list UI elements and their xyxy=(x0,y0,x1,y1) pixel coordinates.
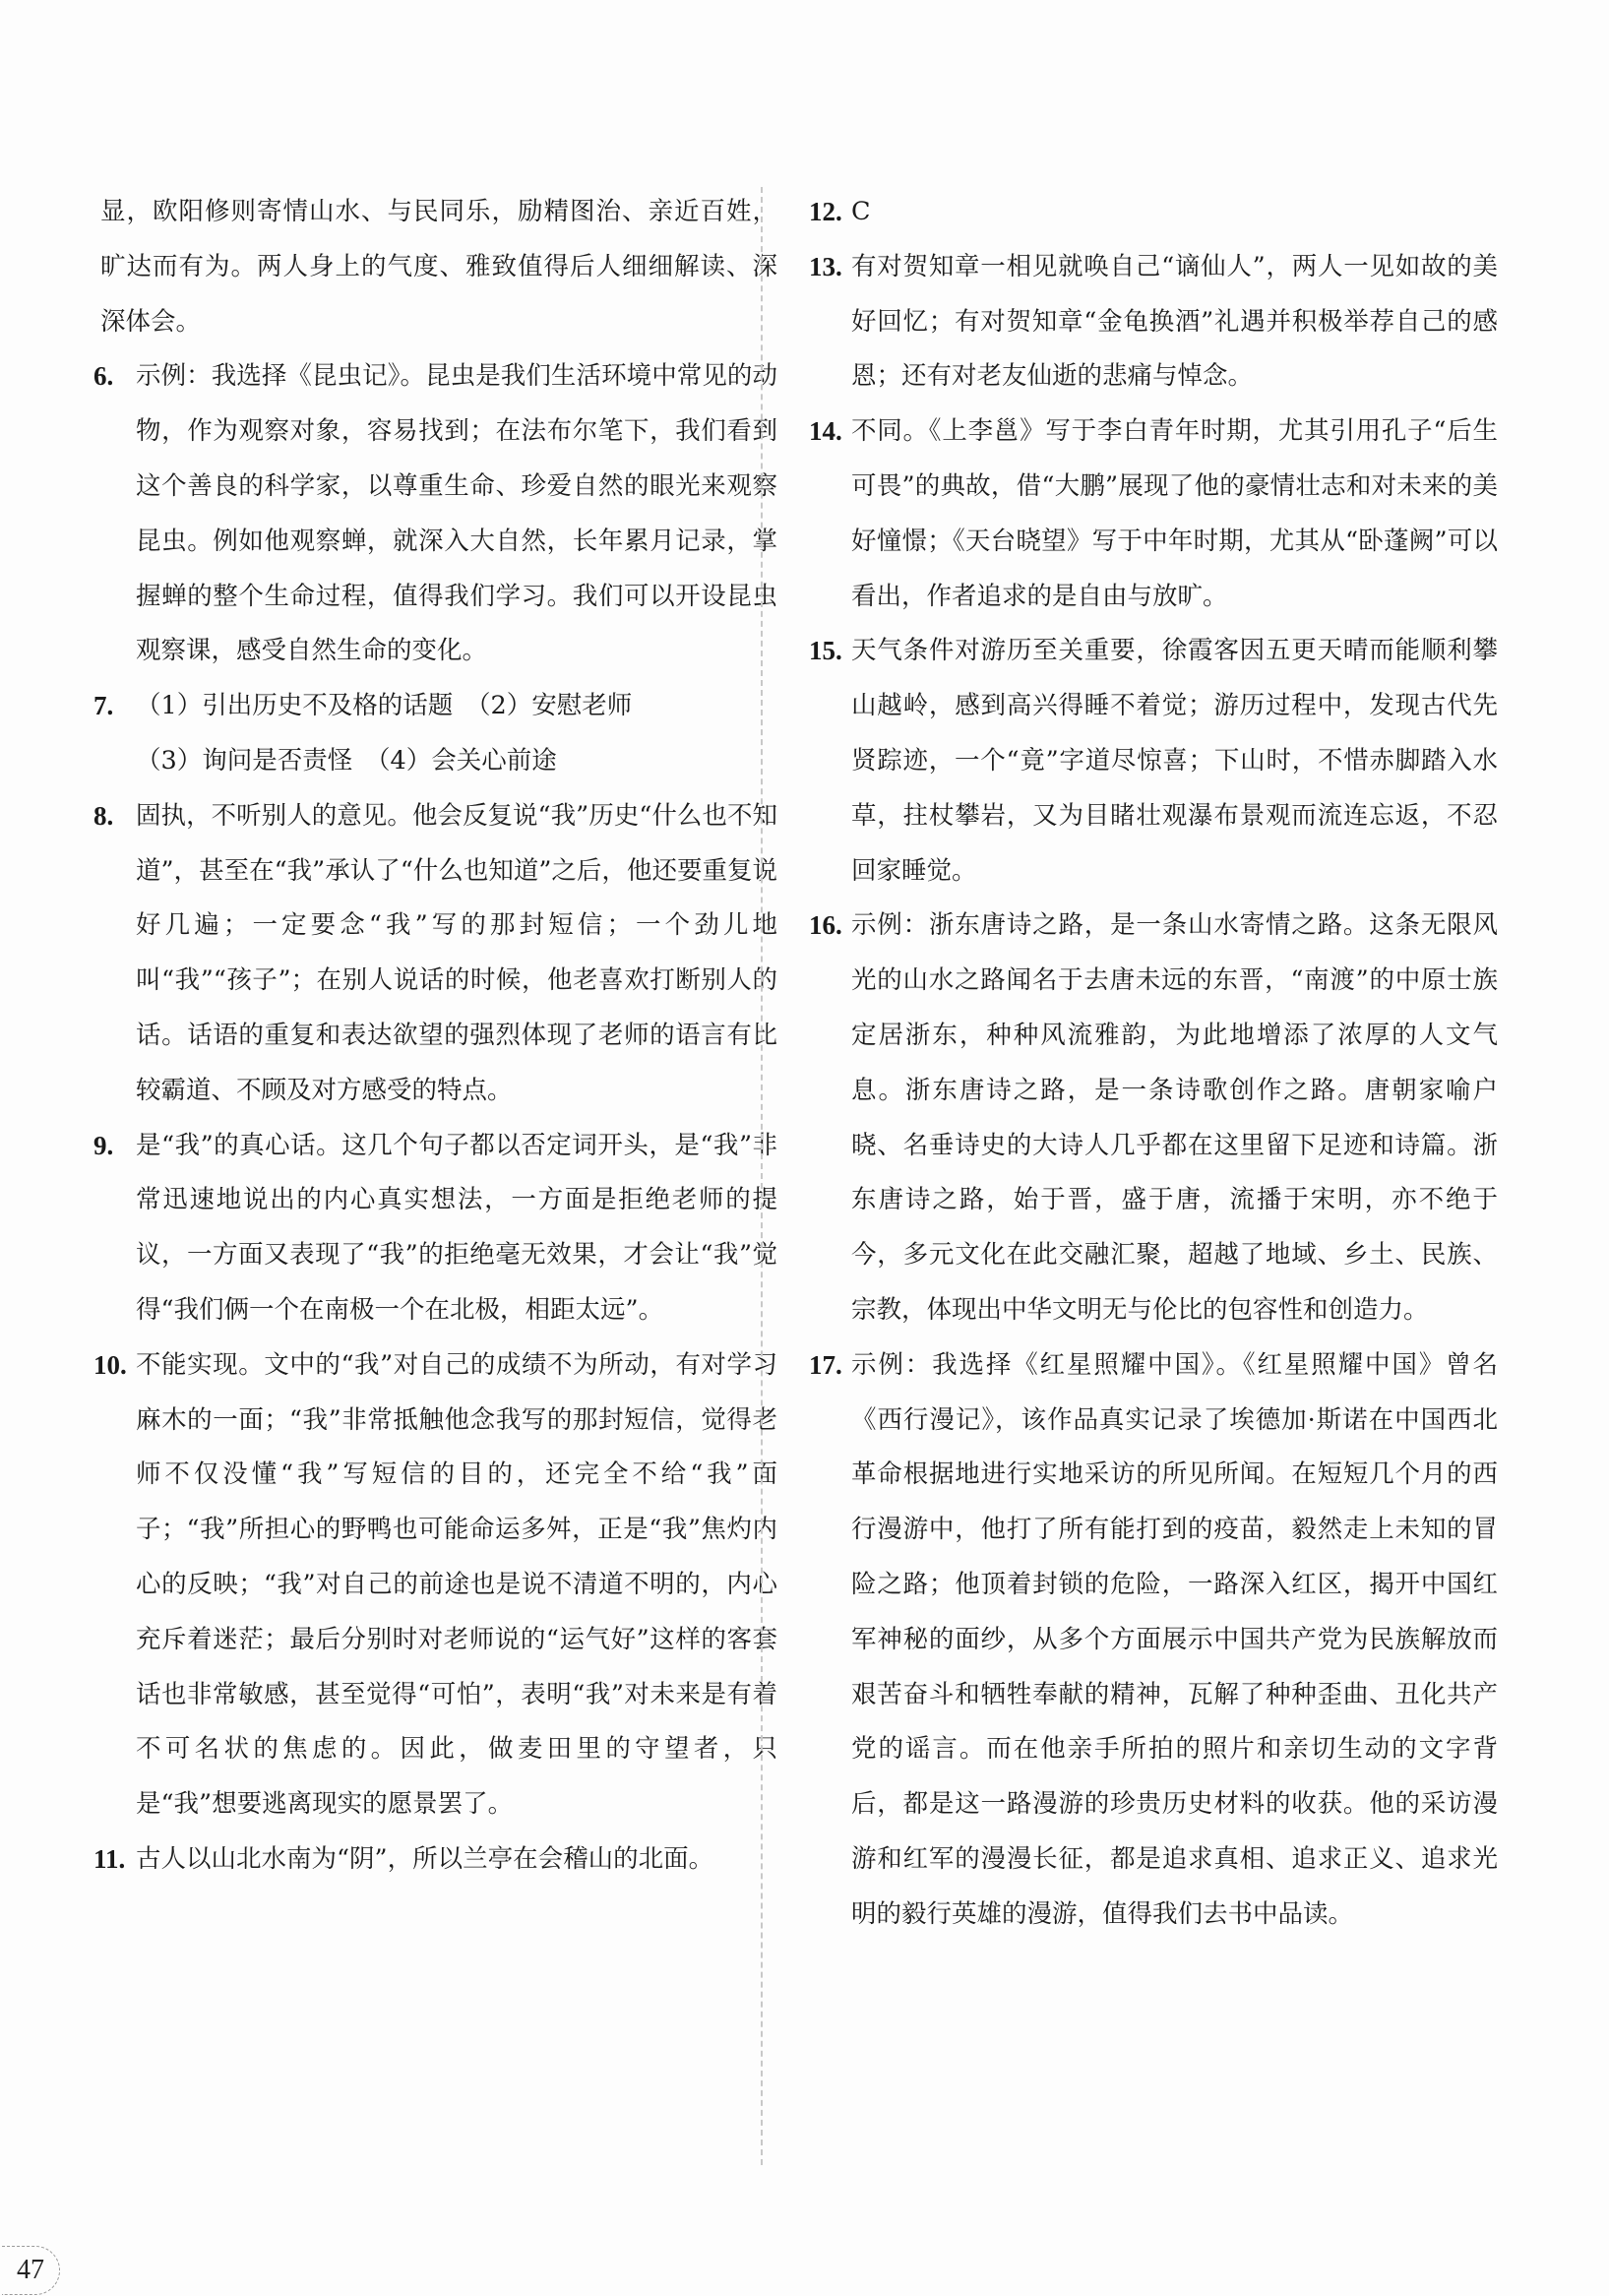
question-number: 10. xyxy=(93,1349,127,1380)
answer-10 xyxy=(93,1338,777,1832)
right-column xyxy=(809,185,1498,1943)
answer-17 xyxy=(809,1338,1498,1943)
question-number: 11. xyxy=(93,1843,126,1874)
answer-text: 古人以山北水南为“阴”，所以兰亭在会稽山的北面。 xyxy=(136,1843,714,1874)
column-divider xyxy=(761,187,763,2165)
answer-line: （1）引出历史不及格的话题 （2）安慰老师 xyxy=(136,691,633,721)
question-number: 16. xyxy=(809,910,842,941)
question-number: 7. xyxy=(93,691,114,721)
answer-text: 不同。《上李邕》写于李白青年时期，尤其引用孔子“后生可畏”的典故，借“大鹏”展现了他的豪情壮志和对未来的美好憧憬；《天台晓望》写于中年时期，尤其从“卧蓬阙”可以看出，作者追求的是自由与放旷。 xyxy=(851,416,1498,611)
answer-text: C xyxy=(851,197,871,226)
answer-16 xyxy=(809,899,1498,1337)
answer-text: 示例：我选择《昆虫记》。昆虫是我们生活环境中常见的动物，作为观察对象，容易找到；在法布尔笔下，我们看到这个善良的科学家，以尊重生命、珍爱自然的眼光来观察昆虫。例如他观察蝉，就深入大自然，长年累月记录，掌握蝉的整个生命过程，值得我们学习。我们可以开设昆虫观察课，感受自然生命的变化。 xyxy=(136,361,777,666)
answer-7 xyxy=(93,679,777,789)
left-column xyxy=(93,185,777,1888)
question-number: 6. xyxy=(93,361,114,392)
answer-line: （3）询问是否责怪 （4）会关心前途 xyxy=(136,745,557,776)
answer-6 xyxy=(93,349,777,679)
answer-text: 显，欧阳修则寄情山水、与民同乐，励精图治、亲近百姓，旷达而有为。两人身上的气度、雅致值得后人细细解读、深深体会。 xyxy=(100,197,777,337)
answer-5-continued xyxy=(93,185,777,349)
answer-12 xyxy=(809,185,1498,240)
page-number: 47 xyxy=(2,2246,60,2295)
question-number: 9. xyxy=(93,1130,114,1160)
question-number: 17. xyxy=(809,1349,842,1380)
answer-text: 是“我”的真心话。这几个句子都以否定词开头，是“我”非常迅速地说出的内心真实想法，一方面是拒绝老师的提议，一方面又表现了“我”的拒绝毫无效果，才会让“我”觉得“我们俩一个在南极一个在北极，相距太远”。 xyxy=(136,1130,777,1325)
question-number: 13. xyxy=(809,251,842,281)
answer-8 xyxy=(93,789,777,1119)
answer-text: 天气条件对游历至关重要，徐霞客因五更天晴而能顺利攀山越岭，感到高兴得睡不着觉；游历过程中，发现古代先贤踪迹，一个“竟”字道尽惊喜；下山时，不惜赤脚踏入水草，拄杖攀岩，又为目睹壮观瀑布景观而流连忘返，不忍回家睡觉。 xyxy=(851,636,1498,886)
answer-14 xyxy=(809,404,1498,624)
answer-13 xyxy=(809,240,1498,404)
answer-9 xyxy=(93,1119,777,1338)
question-number: 14. xyxy=(809,416,842,447)
question-number: 8. xyxy=(93,800,114,831)
answer-text: 不能实现。文中的“我”对自己的成绩不为所动，有对学习麻木的一面；“我”非常抵触他念我写的那封短信，觉得老师不仅没懂“我”写短信的目的，还完全不给“我”面子；“我”所担心的野鸭也可能命运多舛，正是“我”焦灼内心的反映；“我”对自己的前途也是说不清道不明的，内心充斥着迷茫；最后分别时对老师说的“运气好”这样的客套话也非常敏感，甚至觉得“可怕”，表明“我”对未来是有着不可名状的焦虑的。因此，做麦田里的守望者，只是“我”想要逃离现实的愿景罢了。 xyxy=(136,1349,777,1820)
answer-text: 示例：我选择《红星照耀中国》。《红星照耀中国》曾名《西行漫记》，该作品真实记录了埃德加·斯诺在中国西北革命根据地进行实地采访的所见所闻。在短短几个月的西行漫游中，他打了所有能打到的疫苗，毅然走上未知的冒险之路；他顶着封锁的危险，一路深入红区，揭开中国红军神秘的面纱，从多个方面展示中国共产党为民族解放而艰苦奋斗和牺牲奉献的精神，瓦解了种种歪曲、丑化共产党的谣言。而在他亲手所拍的照片和亲切生动的文字背后，都是这一路漫游的珍贵历史材料的收获。他的采访漫游和红军的漫漫长征，都是追求真相、追求正义、追求光明的毅行英雄的漫游，值得我们去书中品读。 xyxy=(851,1349,1498,1929)
question-number: 15. xyxy=(809,636,842,666)
answer-11 xyxy=(93,1832,777,1888)
question-number: 12. xyxy=(809,197,842,226)
answer-text: 示例：浙东唐诗之路，是一条山水寄情之路。这条无限风光的山水之路闻名于去唐未远的东晋，“南渡”的中原士族定居浙东，种种风流雅韵，为此地增添了浓厚的人文气息。浙东唐诗之路，是一条诗歌创作之路。唐朝家喻户晓、名垂诗史的大诗人几乎都在这里留下足迹和诗篇。浙东唐诗之路，始于晋，盛于唐，流播于宋明，亦不绝于今，多元文化在此交融汇聚，超越了地域、乡土、民族、宗教，体现出中华文明无与伦比的包容性和创造力。 xyxy=(851,910,1498,1325)
answer-text: 固执，不听别人的意见。他会反复说“我”历史“什么也不知道”，甚至在“我”承认了“什么也知道”之后，他还要重复说好几遍；一定要念“我”写的那封短信；一个劲儿地叫“我”“孩子”；在别人说话的时候，他老喜欢打断别人的话。话语的重复和表达欲望的强烈体现了老师的语言有比较霸道、不顾及对方感受的特点。 xyxy=(136,800,777,1105)
answer-15 xyxy=(809,624,1498,899)
answer-text: 有对贺知章一相见就唤自己“谪仙人”，两人一见如故的美好回忆；有对贺知章“金龟换酒”礼遇并积极举荐自己的感恩；还有对老友仙逝的悲痛与悼念。 xyxy=(851,251,1498,392)
